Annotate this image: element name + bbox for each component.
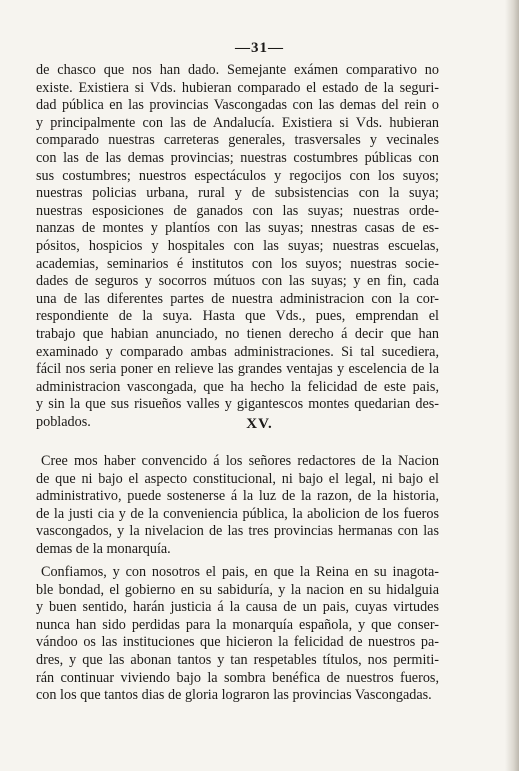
text-line: vándoo os las instituciones que hicieron la felicidad de nuestros pa-: [36, 634, 439, 651]
paragraph-continued: [36, 62, 439, 431]
page-number: —31—: [235, 40, 284, 56]
text-line: y buen sentido, harán justicia á la causa de un pais, cuyas virtudes: [36, 599, 439, 616]
page-edge-shadow: [505, 0, 519, 771]
text-line: nunca han sido perdidas para la monarquía española, y que conser-: [36, 616, 439, 633]
text-line: de la justi cia y de la conveniencia pública, la abolicion de los fueros: [36, 505, 439, 522]
text-line: dades de seguros y socorros mútuos con las suyas; y en fin, cada: [36, 273, 439, 290]
text-line: y sin la que sus risueños valles y gigantescos montes quedarian des-: [36, 396, 439, 413]
text-line: administrativo, puede sostenerse á la luz de la razon, de la historia,: [36, 488, 439, 505]
text-line: poblados.: [36, 413, 91, 430]
text-line: comparado nuestras carreteras generales, trasversales y vecinales: [36, 132, 439, 149]
text-line: nuestras esposiciones de ganados con las suyas; nuestras orde-: [36, 202, 439, 219]
text-line: demas de la monarquía.: [36, 540, 171, 557]
text-line: academias, seminarios é institutos con los suyos; nuestras socie-: [36, 255, 439, 272]
text-line: fácil nos seria poner en relieve las grandes ventajas y escelencia de la: [36, 361, 439, 378]
text-line: vascongados, y la nivelacion de las tres provincias hermanas con las: [36, 523, 439, 540]
text-line: ble bondad, el gobierno en su sabiduría, y la nacion en su hidalguia: [36, 581, 439, 598]
text-line: pósitos, hospicios y hospitales con las suyas; nuestras escuelas,: [36, 237, 439, 254]
text-line: Confiamos, y con nosotros el pais, en que la Reina en su inagota-: [41, 564, 439, 580]
text-line: de chasco que nos han dado. Semejante exámen comparativo no: [36, 62, 439, 78]
text-line: de que ni bajo el aspecto constitucional, ni bajo el legal, ni bajo el: [36, 470, 439, 487]
text-line: con las de las demas provincias; nuestras costumbres públicas con: [36, 149, 439, 166]
text-line: existe. Existiera si Vds. hubieran comparado el estado de la seguri-: [36, 79, 439, 96]
text-line: con los que tantos dias de gloria lograron las provincias Vascongadas.: [36, 687, 432, 704]
section-heading: XV.: [246, 416, 273, 432]
text-line: examinado y comparado ambas administraciones. Si tal sucediera,: [36, 343, 439, 360]
text-line: trabajo que habian anunciado, no tienen derecho á decir que han: [36, 325, 439, 342]
text-line: rán continuar viviendo bajo la sombra benéfica de nuestros fueros,: [36, 669, 439, 686]
text-line: una de las diferentes partes de nuestra administracion con la cor-: [36, 290, 439, 307]
text-line: nanzas de montes y plantíos con las suyas; nnestras casas de es-: [36, 220, 439, 237]
text-line: respondiente de la suya. Hasta que Vds., pues, emprendan el: [36, 308, 439, 325]
text-line: y principalmente con las de Andalucía. Existiera si Vds. hubieran: [36, 114, 439, 131]
paragraph-2: [36, 564, 439, 705]
text-line: sus costumbres; nuestros espectáculos y regocijos con los suyos;: [36, 167, 439, 184]
text-line: nuestras policias urbana, rural y de subsistencias con la suya;: [36, 185, 439, 202]
text-line: dres, y que las abonan tantos y tan respetables títulos, nos permiti-: [36, 651, 439, 668]
text-line: dad pública en las provincias Vascongadas con las demas del rein o: [36, 97, 439, 114]
paragraph-1: [36, 453, 439, 559]
text-line: administracion vascongada, que ha hecho la felicidad de este pais,: [36, 378, 439, 395]
text-line: Cree mos haber convencido á los señores redactores de la Nacion: [41, 453, 439, 469]
